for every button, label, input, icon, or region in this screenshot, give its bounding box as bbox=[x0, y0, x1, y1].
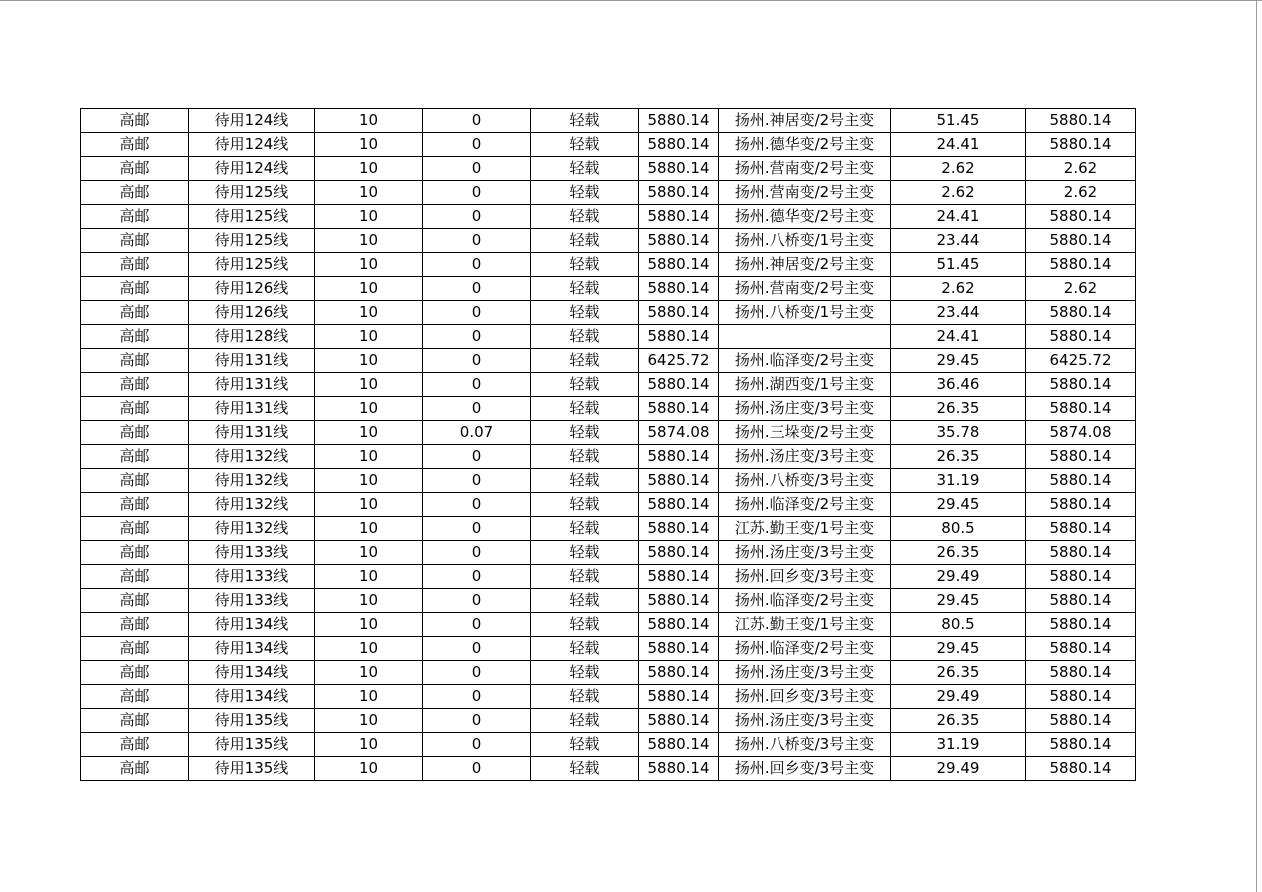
capacity-cell: 5880.14 bbox=[639, 301, 719, 325]
voltage-cell: 10 bbox=[315, 661, 423, 685]
table-row bbox=[81, 637, 1136, 661]
capacity-cell: 5880.14 bbox=[639, 565, 719, 589]
capacity-cell: 5880.14 bbox=[639, 589, 719, 613]
table-row bbox=[81, 133, 1136, 157]
load-rate-cell: 0 bbox=[423, 445, 531, 469]
line-name-cell: 待用134线 bbox=[189, 637, 315, 661]
value-cell: 35.78 bbox=[891, 421, 1026, 445]
line-name-cell: 待用131线 bbox=[189, 373, 315, 397]
limit-cell: 5880.14 bbox=[1026, 133, 1136, 157]
table-row bbox=[81, 157, 1136, 181]
table-row bbox=[81, 757, 1136, 781]
load-status-cell: 轻载 bbox=[531, 493, 639, 517]
value-cell: 29.49 bbox=[891, 565, 1026, 589]
limit-cell: 5880.14 bbox=[1026, 541, 1136, 565]
line-name-cell: 待用134线 bbox=[189, 661, 315, 685]
load-rate-cell: 0 bbox=[423, 637, 531, 661]
voltage-cell: 10 bbox=[315, 421, 423, 445]
table-row bbox=[81, 685, 1136, 709]
value-cell: 26.35 bbox=[891, 661, 1026, 685]
voltage-cell: 10 bbox=[315, 301, 423, 325]
region-cell: 高邮 bbox=[81, 349, 189, 373]
data-table bbox=[80, 108, 1136, 781]
load-status-cell: 轻载 bbox=[531, 397, 639, 421]
table-row bbox=[81, 109, 1136, 133]
load-rate-cell: 0 bbox=[423, 133, 531, 157]
line-name-cell: 待用125线 bbox=[189, 205, 315, 229]
substation-cell: 扬州.汤庄变/3号主变 bbox=[719, 445, 891, 469]
line-name-cell: 待用126线 bbox=[189, 301, 315, 325]
load-rate-cell: 0 bbox=[423, 181, 531, 205]
table-row bbox=[81, 277, 1136, 301]
load-status-cell: 轻载 bbox=[531, 733, 639, 757]
substation-cell: 扬州.回乡变/3号主变 bbox=[719, 685, 891, 709]
line-name-cell: 待用132线 bbox=[189, 493, 315, 517]
voltage-cell: 10 bbox=[315, 637, 423, 661]
load-rate-cell: 0 bbox=[423, 493, 531, 517]
table-row bbox=[81, 709, 1136, 733]
capacity-cell: 5880.14 bbox=[639, 493, 719, 517]
load-status-cell: 轻载 bbox=[531, 469, 639, 493]
load-status-cell: 轻载 bbox=[531, 253, 639, 277]
load-status-cell: 轻载 bbox=[531, 373, 639, 397]
limit-cell: 5880.14 bbox=[1026, 397, 1136, 421]
voltage-cell: 10 bbox=[315, 373, 423, 397]
load-status-cell: 轻载 bbox=[531, 157, 639, 181]
voltage-cell: 10 bbox=[315, 181, 423, 205]
substation-cell: 扬州.德华变/2号主变 bbox=[719, 205, 891, 229]
table-row bbox=[81, 541, 1136, 565]
region-cell: 高邮 bbox=[81, 373, 189, 397]
capacity-cell: 5880.14 bbox=[639, 229, 719, 253]
region-cell: 高邮 bbox=[81, 733, 189, 757]
table-row bbox=[81, 373, 1136, 397]
table-row bbox=[81, 565, 1136, 589]
substation-cell: 扬州.营南变/2号主变 bbox=[719, 181, 891, 205]
value-cell: 26.35 bbox=[891, 541, 1026, 565]
line-name-cell: 待用131线 bbox=[189, 349, 315, 373]
substation-cell: 扬州.临泽变/2号主变 bbox=[719, 493, 891, 517]
limit-cell: 5880.14 bbox=[1026, 373, 1136, 397]
capacity-cell: 5880.14 bbox=[639, 133, 719, 157]
load-status-cell: 轻载 bbox=[531, 133, 639, 157]
value-cell: 29.45 bbox=[891, 349, 1026, 373]
value-cell: 23.44 bbox=[891, 301, 1026, 325]
voltage-cell: 10 bbox=[315, 685, 423, 709]
load-status-cell: 轻载 bbox=[531, 277, 639, 301]
page-top-border bbox=[0, 0, 1262, 1]
value-cell: 80.5 bbox=[891, 517, 1026, 541]
limit-cell: 5874.08 bbox=[1026, 421, 1136, 445]
voltage-cell: 10 bbox=[315, 253, 423, 277]
voltage-cell: 10 bbox=[315, 157, 423, 181]
load-rate-cell: 0 bbox=[423, 301, 531, 325]
limit-cell: 5880.14 bbox=[1026, 589, 1136, 613]
page-right-border bbox=[1256, 0, 1257, 892]
voltage-cell: 10 bbox=[315, 541, 423, 565]
line-name-cell: 待用125线 bbox=[189, 253, 315, 277]
limit-cell: 5880.14 bbox=[1026, 709, 1136, 733]
capacity-cell: 5880.14 bbox=[639, 253, 719, 277]
value-cell: 24.41 bbox=[891, 325, 1026, 349]
region-cell: 高邮 bbox=[81, 517, 189, 541]
limit-cell: 2.62 bbox=[1026, 181, 1136, 205]
voltage-cell: 10 bbox=[315, 757, 423, 781]
region-cell: 高邮 bbox=[81, 229, 189, 253]
voltage-cell: 10 bbox=[315, 397, 423, 421]
load-status-cell: 轻载 bbox=[531, 685, 639, 709]
load-rate-cell: 0 bbox=[423, 349, 531, 373]
table-row bbox=[81, 517, 1136, 541]
region-cell: 高邮 bbox=[81, 637, 189, 661]
value-cell: 2.62 bbox=[891, 181, 1026, 205]
limit-cell: 5880.14 bbox=[1026, 661, 1136, 685]
capacity-cell: 5880.14 bbox=[639, 109, 719, 133]
capacity-cell: 5880.14 bbox=[639, 373, 719, 397]
load-status-cell: 轻载 bbox=[531, 421, 639, 445]
region-cell: 高邮 bbox=[81, 661, 189, 685]
capacity-cell: 6425.72 bbox=[639, 349, 719, 373]
load-status-cell: 轻载 bbox=[531, 661, 639, 685]
load-rate-cell: 0 bbox=[423, 325, 531, 349]
load-status-cell: 轻载 bbox=[531, 541, 639, 565]
load-status-cell: 轻载 bbox=[531, 757, 639, 781]
load-status-cell: 轻载 bbox=[531, 301, 639, 325]
region-cell: 高邮 bbox=[81, 253, 189, 277]
load-status-cell: 轻载 bbox=[531, 565, 639, 589]
limit-cell: 5880.14 bbox=[1026, 517, 1136, 541]
voltage-cell: 10 bbox=[315, 565, 423, 589]
capacity-cell: 5880.14 bbox=[639, 613, 719, 637]
line-name-cell: 待用133线 bbox=[189, 565, 315, 589]
substation-cell: 江苏.勤王变/1号主变 bbox=[719, 613, 891, 637]
table-row bbox=[81, 325, 1136, 349]
capacity-cell: 5880.14 bbox=[639, 469, 719, 493]
load-status-cell: 轻载 bbox=[531, 613, 639, 637]
region-cell: 高邮 bbox=[81, 613, 189, 637]
load-rate-cell: 0 bbox=[423, 277, 531, 301]
limit-cell: 5880.14 bbox=[1026, 205, 1136, 229]
line-name-cell: 待用131线 bbox=[189, 421, 315, 445]
voltage-cell: 10 bbox=[315, 109, 423, 133]
load-rate-cell: 0 bbox=[423, 397, 531, 421]
voltage-cell: 10 bbox=[315, 349, 423, 373]
voltage-cell: 10 bbox=[315, 589, 423, 613]
capacity-cell: 5880.14 bbox=[639, 757, 719, 781]
region-cell: 高邮 bbox=[81, 109, 189, 133]
substation-cell: 扬州.湖西变/1号主变 bbox=[719, 373, 891, 397]
load-rate-cell: 0 bbox=[423, 469, 531, 493]
line-name-cell: 待用131线 bbox=[189, 397, 315, 421]
voltage-cell: 10 bbox=[315, 469, 423, 493]
table-row bbox=[81, 661, 1136, 685]
load-status-cell: 轻载 bbox=[531, 589, 639, 613]
substation-cell: 扬州.八桥变/3号主变 bbox=[719, 733, 891, 757]
load-rate-cell: 0 bbox=[423, 373, 531, 397]
region-cell: 高邮 bbox=[81, 445, 189, 469]
load-status-cell: 轻载 bbox=[531, 205, 639, 229]
limit-cell: 5880.14 bbox=[1026, 565, 1136, 589]
value-cell: 23.44 bbox=[891, 229, 1026, 253]
region-cell: 高邮 bbox=[81, 565, 189, 589]
table-row bbox=[81, 733, 1136, 757]
load-rate-cell: 0 bbox=[423, 157, 531, 181]
voltage-cell: 10 bbox=[315, 205, 423, 229]
value-cell: 2.62 bbox=[891, 277, 1026, 301]
load-rate-cell: 0 bbox=[423, 517, 531, 541]
region-cell: 高邮 bbox=[81, 277, 189, 301]
table-row bbox=[81, 205, 1136, 229]
line-name-cell: 待用135线 bbox=[189, 709, 315, 733]
limit-cell: 5880.14 bbox=[1026, 229, 1136, 253]
load-status-cell: 轻载 bbox=[531, 517, 639, 541]
table-row bbox=[81, 445, 1136, 469]
limit-cell: 2.62 bbox=[1026, 277, 1136, 301]
value-cell: 26.35 bbox=[891, 445, 1026, 469]
line-name-cell: 待用133线 bbox=[189, 541, 315, 565]
region-cell: 高邮 bbox=[81, 421, 189, 445]
substation-cell: 扬州.临泽变/2号主变 bbox=[719, 589, 891, 613]
table-row bbox=[81, 397, 1136, 421]
table-row bbox=[81, 253, 1136, 277]
limit-cell: 5880.14 bbox=[1026, 493, 1136, 517]
capacity-cell: 5880.14 bbox=[639, 637, 719, 661]
limit-cell: 5880.14 bbox=[1026, 253, 1136, 277]
line-name-cell: 待用126线 bbox=[189, 277, 315, 301]
region-cell: 高邮 bbox=[81, 205, 189, 229]
region-cell: 高邮 bbox=[81, 709, 189, 733]
table-row bbox=[81, 589, 1136, 613]
limit-cell: 5880.14 bbox=[1026, 325, 1136, 349]
line-name-cell: 待用133线 bbox=[189, 589, 315, 613]
value-cell: 29.45 bbox=[891, 493, 1026, 517]
region-cell: 高邮 bbox=[81, 541, 189, 565]
table-row bbox=[81, 613, 1136, 637]
region-cell: 高邮 bbox=[81, 469, 189, 493]
region-cell: 高邮 bbox=[81, 397, 189, 421]
substation-cell: 扬州.临泽变/2号主变 bbox=[719, 349, 891, 373]
limit-cell: 6425.72 bbox=[1026, 349, 1136, 373]
line-name-cell: 待用135线 bbox=[189, 757, 315, 781]
value-cell: 26.35 bbox=[891, 709, 1026, 733]
table-body bbox=[81, 109, 1136, 781]
voltage-cell: 10 bbox=[315, 733, 423, 757]
load-rate-cell: 0 bbox=[423, 565, 531, 589]
capacity-cell: 5880.14 bbox=[639, 661, 719, 685]
load-status-cell: 轻载 bbox=[531, 229, 639, 253]
region-cell: 高邮 bbox=[81, 589, 189, 613]
capacity-cell: 5880.14 bbox=[639, 205, 719, 229]
value-cell: 29.49 bbox=[891, 757, 1026, 781]
value-cell: 24.41 bbox=[891, 205, 1026, 229]
load-rate-cell: 0 bbox=[423, 685, 531, 709]
voltage-cell: 10 bbox=[315, 517, 423, 541]
value-cell: 80.5 bbox=[891, 613, 1026, 637]
value-cell: 29.45 bbox=[891, 589, 1026, 613]
region-cell: 高邮 bbox=[81, 325, 189, 349]
load-status-cell: 轻载 bbox=[531, 709, 639, 733]
value-cell: 36.46 bbox=[891, 373, 1026, 397]
load-rate-cell: 0 bbox=[423, 589, 531, 613]
value-cell: 29.49 bbox=[891, 685, 1026, 709]
capacity-cell: 5880.14 bbox=[639, 709, 719, 733]
load-rate-cell: 0 bbox=[423, 541, 531, 565]
substation-cell: 扬州.神居变/2号主变 bbox=[719, 109, 891, 133]
voltage-cell: 10 bbox=[315, 493, 423, 517]
region-cell: 高邮 bbox=[81, 157, 189, 181]
limit-cell: 5880.14 bbox=[1026, 613, 1136, 637]
voltage-cell: 10 bbox=[315, 229, 423, 253]
line-name-cell: 待用135线 bbox=[189, 733, 315, 757]
substation-cell: 扬州.临泽变/2号主变 bbox=[719, 637, 891, 661]
voltage-cell: 10 bbox=[315, 613, 423, 637]
load-status-cell: 轻载 bbox=[531, 637, 639, 661]
capacity-cell: 5880.14 bbox=[639, 157, 719, 181]
load-rate-cell: 0 bbox=[423, 709, 531, 733]
value-cell: 24.41 bbox=[891, 133, 1026, 157]
table-row bbox=[81, 349, 1136, 373]
capacity-cell: 5880.14 bbox=[639, 445, 719, 469]
capacity-cell: 5880.14 bbox=[639, 325, 719, 349]
region-cell: 高邮 bbox=[81, 757, 189, 781]
value-cell: 2.62 bbox=[891, 157, 1026, 181]
capacity-cell: 5880.14 bbox=[639, 277, 719, 301]
load-rate-cell: 0 bbox=[423, 733, 531, 757]
table-row bbox=[81, 493, 1136, 517]
table-row bbox=[81, 301, 1136, 325]
table-row bbox=[81, 229, 1136, 253]
voltage-cell: 10 bbox=[315, 325, 423, 349]
limit-cell: 5880.14 bbox=[1026, 109, 1136, 133]
capacity-cell: 5880.14 bbox=[639, 733, 719, 757]
substation-cell: 扬州.汤庄变/3号主变 bbox=[719, 541, 891, 565]
substation-cell: 扬州.八桥变/3号主变 bbox=[719, 469, 891, 493]
line-name-cell: 待用132线 bbox=[189, 469, 315, 493]
load-status-cell: 轻载 bbox=[531, 181, 639, 205]
capacity-cell: 5874.08 bbox=[639, 421, 719, 445]
substation-cell: 扬州.汤庄变/3号主变 bbox=[719, 397, 891, 421]
line-name-cell: 待用124线 bbox=[189, 109, 315, 133]
substation-cell: 扬州.神居变/2号主变 bbox=[719, 253, 891, 277]
line-name-cell: 待用124线 bbox=[189, 133, 315, 157]
value-cell: 29.45 bbox=[891, 637, 1026, 661]
limit-cell: 5880.14 bbox=[1026, 637, 1136, 661]
load-status-cell: 轻载 bbox=[531, 325, 639, 349]
limit-cell: 2.62 bbox=[1026, 157, 1136, 181]
substation-cell: 扬州.营南变/2号主变 bbox=[719, 157, 891, 181]
load-status-cell: 轻载 bbox=[531, 445, 639, 469]
load-rate-cell: 0 bbox=[423, 229, 531, 253]
substation-cell: 扬州.回乡变/3号主变 bbox=[719, 565, 891, 589]
line-name-cell: 待用125线 bbox=[189, 181, 315, 205]
table-row bbox=[81, 421, 1136, 445]
value-cell: 31.19 bbox=[891, 469, 1026, 493]
substation-cell: 扬州.德华变/2号主变 bbox=[719, 133, 891, 157]
substation-cell: 扬州.八桥变/1号主变 bbox=[719, 229, 891, 253]
value-cell: 31.19 bbox=[891, 733, 1026, 757]
limit-cell: 5880.14 bbox=[1026, 757, 1136, 781]
region-cell: 高邮 bbox=[81, 493, 189, 517]
load-status-cell: 轻载 bbox=[531, 109, 639, 133]
load-rate-cell: 0 bbox=[423, 613, 531, 637]
line-name-cell: 待用125线 bbox=[189, 229, 315, 253]
limit-cell: 5880.14 bbox=[1026, 469, 1136, 493]
limit-cell: 5880.14 bbox=[1026, 733, 1136, 757]
substation-cell: 扬州.八桥变/1号主变 bbox=[719, 301, 891, 325]
line-name-cell: 待用132线 bbox=[189, 517, 315, 541]
voltage-cell: 10 bbox=[315, 709, 423, 733]
substation-cell: 扬州.汤庄变/3号主变 bbox=[719, 661, 891, 685]
capacity-cell: 5880.14 bbox=[639, 685, 719, 709]
limit-cell: 5880.14 bbox=[1026, 301, 1136, 325]
substation-cell: 扬州.汤庄变/3号主变 bbox=[719, 709, 891, 733]
region-cell: 高邮 bbox=[81, 301, 189, 325]
region-cell: 高邮 bbox=[81, 133, 189, 157]
load-rate-cell: 0 bbox=[423, 661, 531, 685]
capacity-cell: 5880.14 bbox=[639, 517, 719, 541]
capacity-cell: 5880.14 bbox=[639, 181, 719, 205]
line-name-cell: 待用132线 bbox=[189, 445, 315, 469]
limit-cell: 5880.14 bbox=[1026, 445, 1136, 469]
value-cell: 51.45 bbox=[891, 253, 1026, 277]
load-rate-cell: 0.07 bbox=[423, 421, 531, 445]
line-name-cell: 待用134线 bbox=[189, 685, 315, 709]
voltage-cell: 10 bbox=[315, 277, 423, 301]
load-rate-cell: 0 bbox=[423, 757, 531, 781]
voltage-cell: 10 bbox=[315, 445, 423, 469]
substation-cell bbox=[719, 325, 891, 349]
load-rate-cell: 0 bbox=[423, 253, 531, 277]
substation-cell: 扬州.营南变/2号主变 bbox=[719, 277, 891, 301]
substation-cell: 扬州.回乡变/3号主变 bbox=[719, 757, 891, 781]
region-cell: 高邮 bbox=[81, 181, 189, 205]
line-name-cell: 待用134线 bbox=[189, 613, 315, 637]
region-cell: 高邮 bbox=[81, 685, 189, 709]
substation-cell: 扬州.三垛变/2号主变 bbox=[719, 421, 891, 445]
line-name-cell: 待用128线 bbox=[189, 325, 315, 349]
voltage-cell: 10 bbox=[315, 133, 423, 157]
value-cell: 51.45 bbox=[891, 109, 1026, 133]
capacity-cell: 5880.14 bbox=[639, 397, 719, 421]
table-row bbox=[81, 181, 1136, 205]
load-rate-cell: 0 bbox=[423, 109, 531, 133]
capacity-cell: 5880.14 bbox=[639, 541, 719, 565]
limit-cell: 5880.14 bbox=[1026, 685, 1136, 709]
value-cell: 26.35 bbox=[891, 397, 1026, 421]
substation-cell: 江苏.勤王变/1号主变 bbox=[719, 517, 891, 541]
load-status-cell: 轻载 bbox=[531, 349, 639, 373]
line-name-cell: 待用124线 bbox=[189, 157, 315, 181]
load-rate-cell: 0 bbox=[423, 205, 531, 229]
table-row bbox=[81, 469, 1136, 493]
